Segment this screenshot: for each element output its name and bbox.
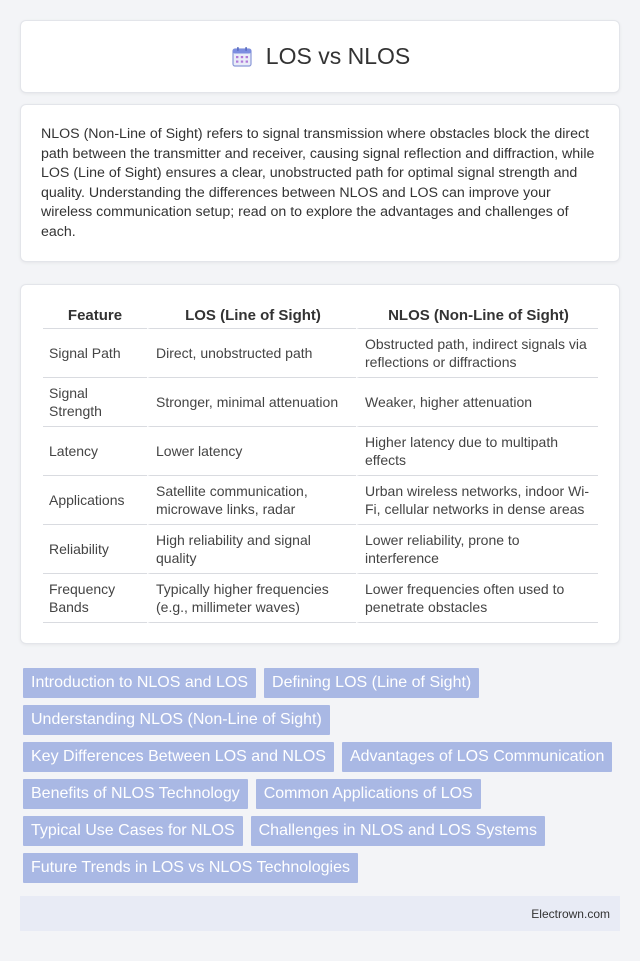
column-header-feature: Feature xyxy=(43,303,147,329)
footer-site-link[interactable]: Electrown.com xyxy=(531,906,610,921)
tag-row xyxy=(23,668,623,698)
table-cell-los: Satellite communication, microwave links, radar xyxy=(147,476,356,525)
table-row xyxy=(43,427,598,476)
tag-row xyxy=(23,705,623,735)
page-title: LOS vs NLOS xyxy=(265,43,411,69)
comparison-table xyxy=(43,303,598,623)
title-card xyxy=(20,20,620,93)
tag-use-cases-nlos[interactable]: Typical Use Cases for NLOS xyxy=(23,816,243,846)
table-cell-feature: Latency xyxy=(43,427,147,476)
table-cell-feature: Signal Path xyxy=(43,329,147,378)
tag-understanding-nlos[interactable]: Understanding NLOS (Non-Line of Sight) xyxy=(23,705,330,735)
table-row xyxy=(43,525,598,574)
table-cell-los: Lower latency xyxy=(147,427,356,476)
table-cell-feature: Frequency Bands xyxy=(43,574,147,623)
table-cell-nlos: Urban wireless networks, indoor Wi-Fi, cellular networks in dense areas xyxy=(356,476,598,525)
table-cell-feature: Reliability xyxy=(43,525,147,574)
table-header-row xyxy=(43,303,598,329)
table-cell-los: Stronger, minimal attenuation xyxy=(147,378,356,427)
table-cell-nlos: Weaker, higher attenuation xyxy=(356,378,598,427)
tag-row xyxy=(23,742,623,772)
comparison-table-card xyxy=(20,284,620,644)
table-row xyxy=(43,476,598,525)
table-cell-nlos: Lower frequencies often used to penetrate obstacles xyxy=(356,574,598,623)
table-cell-nlos: Obstructed path, indirect signals via reflections or diffractions xyxy=(356,329,598,378)
table-cell-nlos: Higher latency due to multipath effects xyxy=(356,427,598,476)
table-row xyxy=(43,329,598,378)
tag-introduction[interactable]: Introduction to NLOS and LOS xyxy=(23,668,256,698)
tag-row xyxy=(23,779,623,809)
table-cell-los: Direct, unobstructed path xyxy=(147,329,356,378)
table-row xyxy=(43,574,598,623)
table-cell-nlos: Lower reliability, prone to interference xyxy=(356,525,598,574)
tag-row xyxy=(23,853,623,883)
tag-defining-los[interactable]: Defining LOS (Line of Sight) xyxy=(264,668,479,698)
table-cell-los: High reliability and signal quality xyxy=(147,525,356,574)
tag-advantages-los[interactable]: Advantages of LOS Communication xyxy=(342,742,612,772)
intro-paragraph: NLOS (Non-Line of Sight) refers to signal transmission where obstacles block the direct path between the transmitter and receiver, causing signal reflection and diffraction, while LOS (Line of Sight) ensures a clear, unobstructed path for optimal signal strength and quality. Understanding the differences between NLOS and LOS can improve your wireless communication setup; read on to explore the advantages and challenges of each. xyxy=(41,126,595,240)
tag-applications-los[interactable]: Common Applications of LOS xyxy=(256,779,481,809)
intro-card xyxy=(20,104,620,262)
topic-tags xyxy=(23,668,623,890)
table-cell-feature: Applications xyxy=(43,476,147,525)
tag-benefits-nlos[interactable]: Benefits of NLOS Technology xyxy=(23,779,248,809)
table-row xyxy=(43,378,598,427)
column-header-los: LOS (Line of Sight) xyxy=(147,303,356,329)
tag-challenges[interactable]: Challenges in NLOS and LOS Systems xyxy=(251,816,545,846)
table-cell-feature: Signal Strength xyxy=(43,378,147,427)
column-header-nlos: NLOS (Non-Line of Sight) xyxy=(356,303,598,329)
table-cell-los: Typically higher frequencies (e.g., millimeter waves) xyxy=(147,574,356,623)
calendar-icon xyxy=(230,45,254,69)
tag-key-differences[interactable]: Key Differences Between LOS and NLOS xyxy=(23,742,334,772)
tag-future-trends[interactable]: Future Trends in LOS vs NLOS Technologies xyxy=(23,853,358,883)
footer xyxy=(20,896,620,931)
tag-row xyxy=(23,816,623,846)
